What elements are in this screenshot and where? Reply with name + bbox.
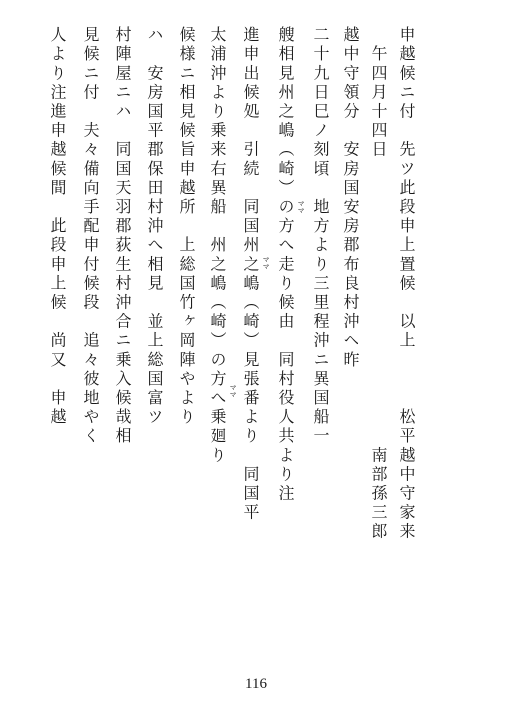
text-column-5: 艘相見州之嶋（崎）の方へ走り候由 同村役人共より注 [276, 26, 295, 504]
text-column-8: 候様ニ相見候旨申越所 上総国竹ヶ岡陣やより [177, 26, 196, 428]
text-column-4: 二十九日巳ノ刻頃 地方より三里程沖ニ異国船一 [311, 26, 330, 447]
text-column-3: 越中守領分 安房国安房郡布良村沖ヘ昨 [341, 26, 360, 370]
page-number: 116 [245, 676, 267, 692]
text-column-7: 太浦沖より乗来右異船 州之嶋（崎）の方へ乗廻り [208, 26, 227, 466]
text-column-6: 進申出候処 引続 同国州之嶋（崎）見張番より 同国平 [241, 26, 260, 523]
text-column-10: 村陣屋ニハ 同国天羽郡荻生村沖合ニ乗入候哉相 [113, 26, 132, 447]
text-column-2: 午四月十四日 南部孫三郎 [369, 26, 388, 542]
text-column-12: 人より注進申越候間 此段申上候 尚又 申越 [48, 26, 67, 428]
mama-annotation-2: ママ [262, 256, 270, 270]
text-column-9: ハ 安房国平郡保田村沖へ相見 並上総国富ツ [145, 26, 164, 428]
text-column-11: 見候ニ付 夫々備向手配申付候段 追々彼地やく [81, 26, 100, 447]
mama-annotation-3: ママ [229, 384, 237, 398]
text-column-1: 申越候ニ付 先ツ此段申上置候 以上 松平越中守家来 [397, 26, 416, 542]
mama-annotation-1: ママ [297, 200, 305, 214]
